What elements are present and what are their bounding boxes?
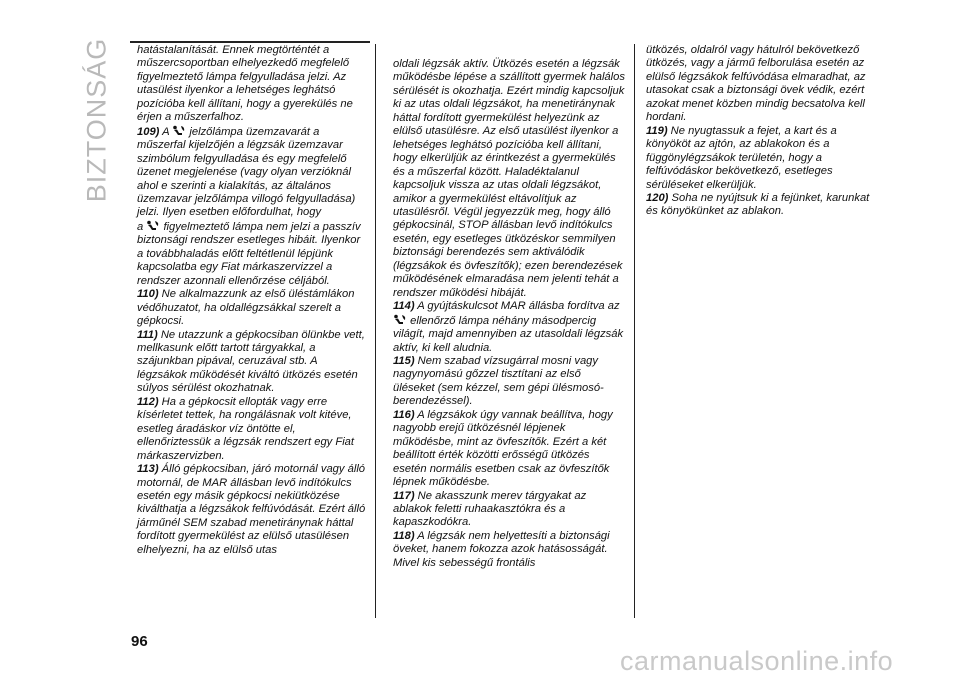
paragraph-text: oldali légzsák aktív. Ütközés esetén a légzsák működésbe lépése a szállított gyermek halálos sérülését is okozhatja. Ezért mindig kapcsoljuk ki az utas oldali légzsákot, ha menetiránynak háttal fordított gyermekülést helyezünk az elülső utasülésre. Az első utasülést ilyenkor a lehetséges leghátsó pozícióba kell állítani, hogy elkerüljük az érintkezést a gyermekülés és a műszerfal között. Haladéktalanul kapcsoljuk vissza az utas oldali légzsákot, amikor a gyermekülést eltávolítjuk az utasülésről. Végül jegyezzük meg, hogy álló gépkocsinál, STOP állásban levő indítókulcs esetén, egy esetleges ütközéskor semmilyen biztonsági berendezés sem aktiválódik (légzsákok és övfeszítők); ezen berendezések működésének elmaradása nem jelenti tehát a rendszer működési hibáját. (393, 58, 625, 299)
paragraph-text: Ne utazzunk a gépkocsiban ölünkbe vett, mellkasunk előtt tartott tárgyakkal, a szájunkban pipával, ceruzával stb. A légzsákok működését kiváltó ütközés esetén súlyos sérülést okozhatnak. (137, 328, 365, 395)
note-number: 115) (393, 354, 415, 367)
watermark: carmanualsonline.info (620, 646, 894, 676)
page-number: 96 (131, 633, 148, 650)
note-number: 113) (137, 463, 159, 476)
paragraph (137, 396, 369, 463)
note-number: 120) (646, 191, 669, 204)
column1-right-rule (375, 44, 376, 618)
note-number: 118) (393, 529, 415, 542)
paragraph (646, 44, 878, 125)
paragraph-text: A (162, 125, 173, 138)
section-side-label (81, 37, 112, 203)
paragraph (393, 530, 625, 570)
column3-left-rule (634, 44, 635, 618)
section-title: BIZTONSÁG (81, 37, 112, 203)
text-column-1 (137, 44, 369, 557)
paragraph-text: ellenőrző lámpa néhány másodpercig világít, majd amennyiben az utasoldali légzsák aktív, ki kell aludnia. (393, 314, 624, 354)
note-number: 111) (137, 328, 158, 341)
paragraph-text: Ne nyugtassuk a fejet, a kart és a könyököt az ajtón, az ablakokon és a függönylégzsákok területén, hogy a felfúvódáskor bekövetkező, esetleges sérüléseket elkerüljük. (646, 124, 837, 191)
paragraph (646, 192, 878, 219)
note-number: 114) (393, 300, 415, 313)
paragraph (646, 125, 878, 192)
paragraph-text: Álló gépkocsiban, járó motornál vagy álló motornál, de MAR állásban levő indítókulcs esetén egy másik gépkocsi nekiütközése kiválthatja a légzsákok felfúvódását. Ezért álló járműnél SEM szabad menetiránynak háttal fordított gyermekülést az elülső utasülésen elhelyezni, ha az elülső utas (137, 463, 366, 556)
column1-top-rule (130, 41, 370, 43)
note-number: 116) (393, 408, 415, 421)
paragraph-text: figyelmeztető lámpa nem jelzi a passzív biztonsági rendszer esetleges hibáit. Ilyenkor a továbbhaladás előtt feltétlenül lépjünk kapcsolatba egy Fiat márkaszervizzel a rendszer azonnali ellenőrzése céljából. (137, 220, 361, 287)
paragraph-text: ütközés, oldalról vagy hátulról bekövetkező ütközés, vagy a jármű felborulása esetén az elülső légzsákok felfúvódása elmaradhat, az utasokat csak a biztonsági övek védik, ezért azokat menet közben mindig becsatolva kell hordani. (646, 44, 866, 124)
airbag-warning-icon (146, 220, 160, 231)
airbag-warning-icon (393, 314, 407, 325)
paragraph-text: hatástalanítását. Ennek megtörténtét a műszercsoportban elhelyezkedő megfelelő figyelmeztető lámpa felgyulladása jelzi. Az utasülést ilyenkor a lehetséges leghátsó pozícióba kell állítani, hogy a gyerekülés ne érjen a műszerfalhoz. (137, 44, 353, 124)
paragraph (137, 288, 369, 328)
note-number: 117) (393, 489, 415, 502)
paragraph-text: Ne akasszunk merev tárgyakat az ablakok feletti ruhaakasztókra és a kapaszkodókra. (393, 489, 587, 529)
text-column-3 (646, 44, 878, 219)
paragraph (393, 58, 625, 300)
paragraph (393, 355, 625, 409)
paragraph (393, 409, 625, 490)
text-column-2 (393, 58, 625, 570)
note-number: 109) (137, 125, 160, 138)
paragraph (393, 490, 625, 530)
airbag-warning-icon (172, 125, 186, 136)
paragraph (137, 125, 369, 220)
paragraph-text: Nem szabad vízsugárral mosni vagy nagynyomású gőzzel tisztítani az első üléseket (sem kézzel, sem gépi ülésmosó-berendezéssel). (393, 354, 604, 408)
paragraph-text: Ha a gépkocsit ellopták vagy erre kísérletet tettek, ha rongálásnak volt kitéve, esetleg áradáskor víz öntötte el, ellenőriztessük a légzsák rendszert egy Fiat márkaszervizben. (137, 395, 355, 462)
paragraph-text: a (137, 220, 147, 233)
paragraph (137, 463, 369, 557)
paragraph (137, 329, 369, 396)
paragraph-text: Soha ne nyújtsuk ki a fejünket, karunkat és könyökünket az ablakon. (646, 191, 870, 218)
note-number: 119) (646, 124, 668, 137)
paragraph (393, 300, 625, 355)
paragraph-text: Ne alkalmazzunk az első üléstámlákon védőhuzatot, ha oldallégzsákkal szerelt a gépkocsi. (137, 288, 355, 328)
paragraph (137, 220, 369, 288)
paragraph-text: A légzsák nem helyettesíti a biztonsági öveket, hanem fokozza azok hatásosságát. Mivel kis sebességű frontális (393, 529, 610, 569)
paragraph-text: A gyújtáskulcsot MAR állásba fordítva az (417, 300, 620, 313)
note-number: 112) (137, 395, 159, 408)
paragraph-text: A légzsákok úgy vannak beállítva, hogy nagyobb erejű ütközésnél lépjenek működésbe, mint az övfeszítők. Ezért a két beállított érték közötti erősségű ütközés esetén normális esetben csak az övfeszítők lépnek működésbe. (393, 408, 613, 489)
paragraph (137, 44, 369, 125)
paragraph-text: jelzőlámpa üzemzavarát a műszerfal kijelzőjén a légzsák üzemzavar szimbólum felgyulladása és egy megfelelő üzenet megjelenése (vagy olyan verzióknál ahol e szerinti a kialakítás, az általános üzemzavar jelzőlámpa villogó felgyulladása) jelzi. Ilyen esetben előfordulhat, hogy (137, 125, 356, 219)
note-number: 110) (137, 288, 159, 301)
